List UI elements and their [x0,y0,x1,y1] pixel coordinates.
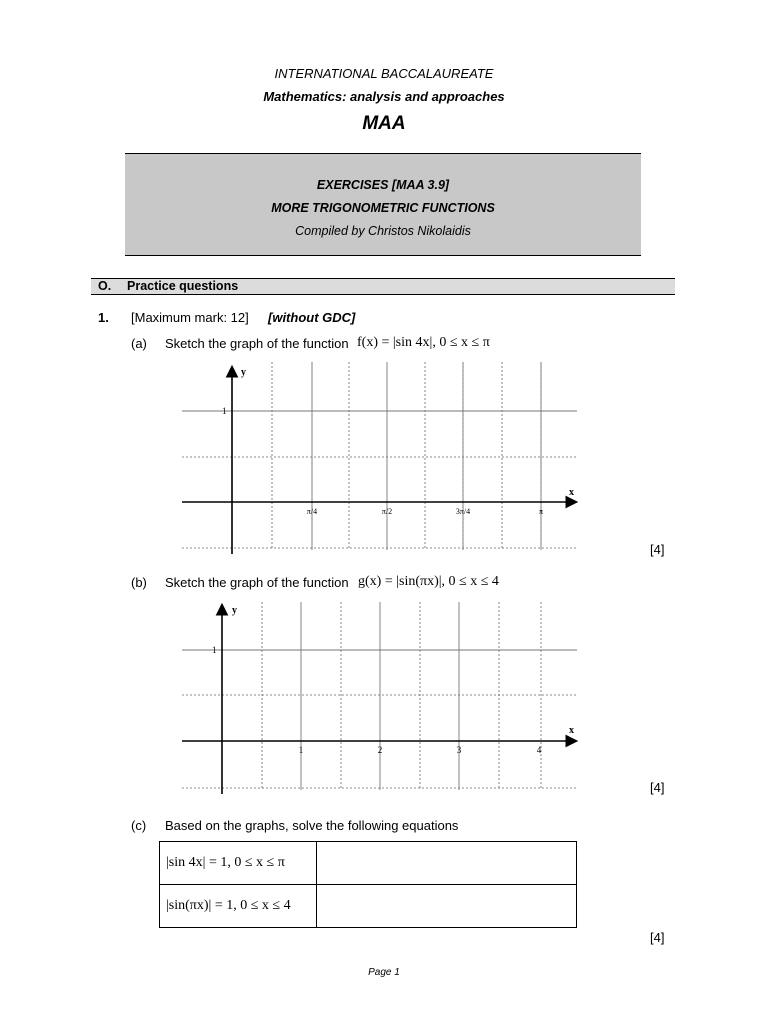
title-line-2: MORE TRIGONOMETRIC FUNCTIONS [271,201,495,215]
title-box [125,153,641,256]
header-line-2: Mathematics: analysis and approaches [263,89,505,104]
part-c-mark: [4] [650,930,665,945]
graph-b-x-tick-4: 4 [536,745,542,755]
page-number: Page 1 [368,967,400,978]
part-b-text: Sketch the graph of the function [165,575,349,590]
part-b-function: g(x) = |sin(πx)|, 0 ≤ x ≤ 4 [358,574,499,589]
graph-a-x-tick-3: 3π/4 [455,507,471,516]
part-c-text: Based on the graphs, solve the following equations [165,818,459,833]
table-row [160,885,577,928]
graph-b-y-tick: 1 [212,645,217,655]
title-line-1: EXERCISES [MAA 3.9] [316,178,450,192]
part-a-mark: [4] [650,542,665,557]
graph-a-y-tick: 1 [222,406,227,416]
equation-1: |sin 4x| = 1, 0 ≤ x ≤ π [160,842,317,885]
graph-b-x-tick-2: 2 [377,745,383,755]
graph-b [175,598,585,798]
equation-2: |sin(πx)| = 1, 0 ≤ x ≤ 4 [160,885,317,928]
answer-cell-1[interactable] [317,842,577,885]
section-title: Practice questions [127,279,239,293]
section-number: O. [98,279,112,293]
section-bar [91,278,675,295]
graph-b-x-tick-1: 1 [298,745,304,755]
gdc-note: [without GDC] [268,310,356,325]
max-mark: [Maximum mark: 12] [131,310,249,325]
graph-a-x-label: x [569,487,574,498]
table-row [160,842,577,885]
header-line-1: INTERNATIONAL BACCALAUREATE [274,66,494,81]
question-number: 1. [98,310,109,325]
part-a-function: f(x) = |sin 4x|, 0 ≤ x ≤ π [357,335,490,350]
title-line-3: Compiled by Christos Nikolaidis [295,224,471,238]
part-b-mark: [4] [650,780,665,795]
graph-a-x-tick-1: π/4 [306,507,318,516]
part-a-label: (a) [131,336,147,351]
part-c-label: (c) [131,818,147,833]
graph-a-x-tick-2: π/2 [381,507,393,516]
part-a-text: Sketch the graph of the function [165,336,349,351]
graph-b-x-tick-3: 3 [456,745,462,755]
header-line-3: MAA [362,113,406,134]
graph-a-x-tick-4: π [538,507,544,516]
graph-b-y-label: y [232,605,237,616]
part-b-label: (b) [131,575,147,590]
graph-a-y-label: y [241,367,246,378]
answer-cell-2[interactable] [317,885,577,928]
solutions-table [159,841,577,928]
graph-a [175,358,585,558]
graph-b-x-label: x [569,725,574,736]
